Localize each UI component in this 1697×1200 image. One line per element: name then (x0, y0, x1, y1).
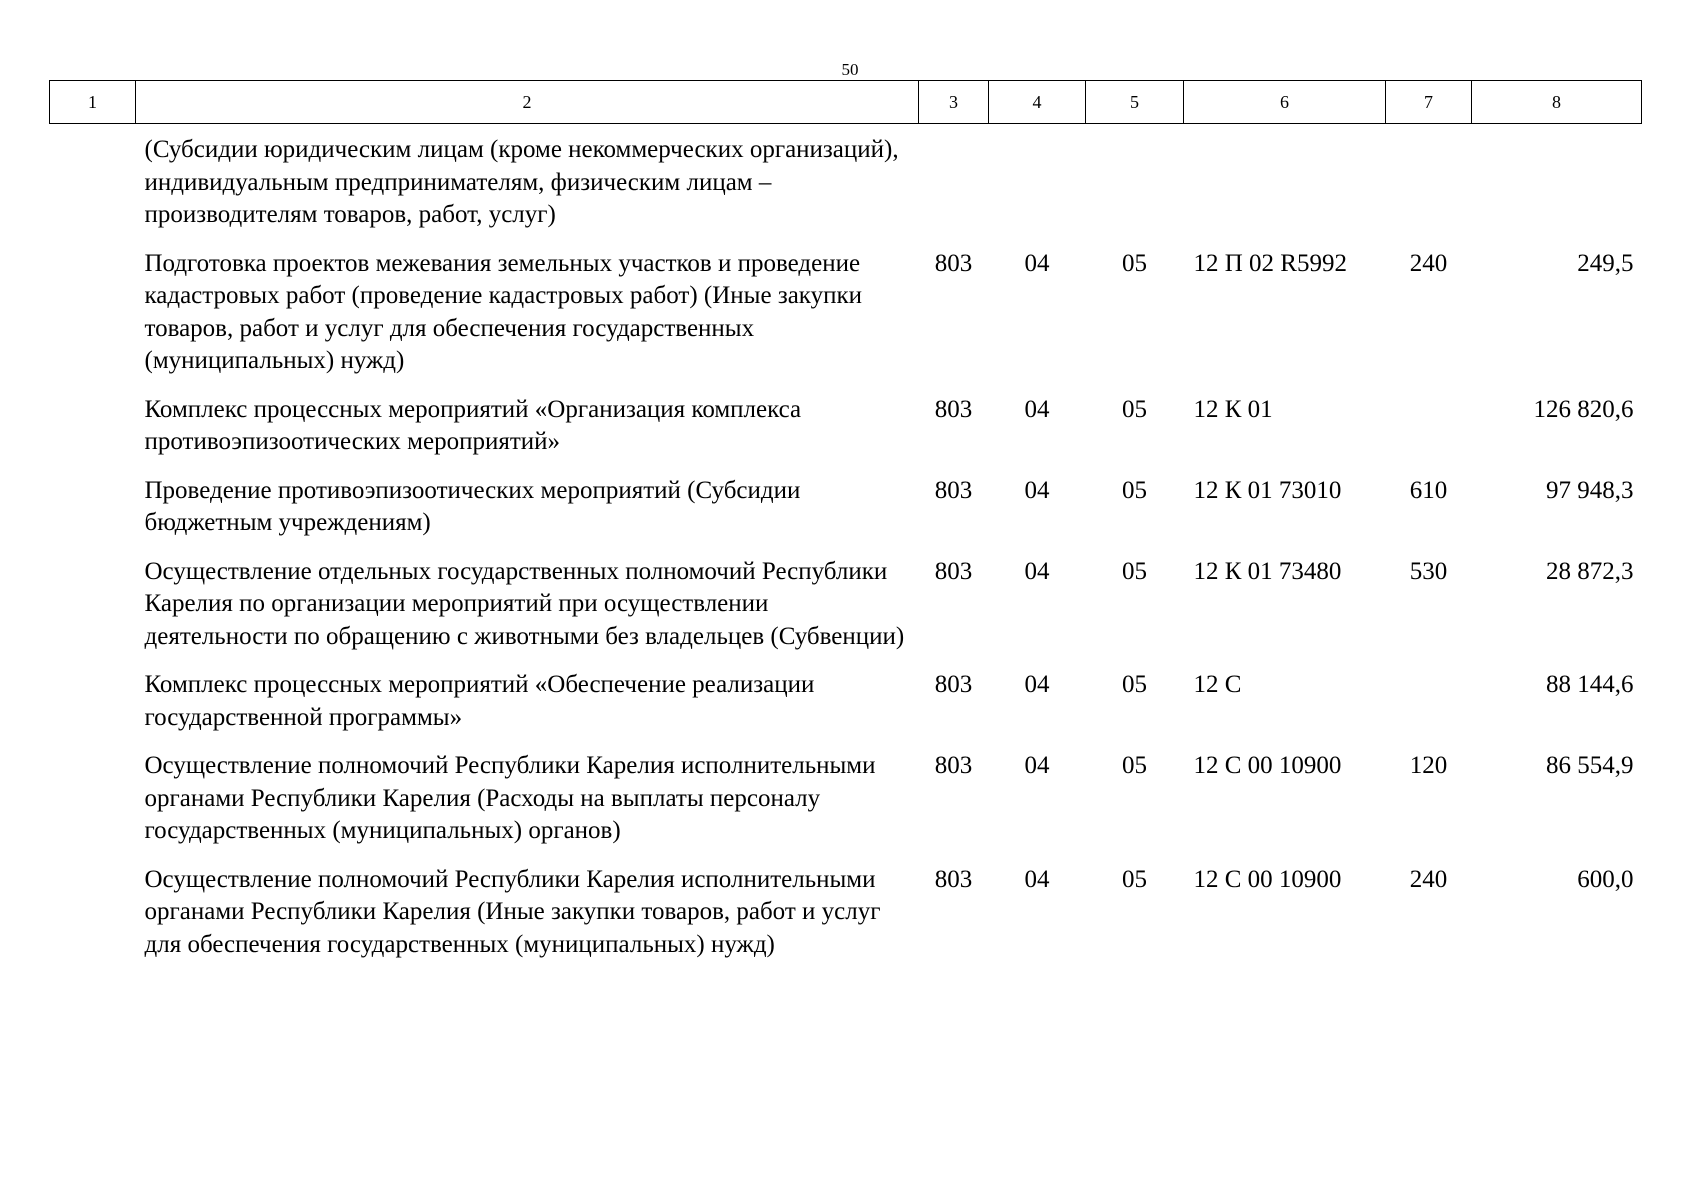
sum-value: 97 948,3 (1546, 476, 1634, 504)
column-header-5: 5 (1086, 81, 1184, 124)
target-code: 12 П 02 R5992 (1193, 249, 1347, 277)
expense-name: Подготовка проектов межевания земельных участков и проведение кадастровых работ (проведение кадастровых работ) (Иные закупки товаров, работ и услуг для обеспечения государственных (муниципальных) нужд) (144, 249, 862, 374)
target-code: 12 С 00 10900 (1193, 865, 1342, 893)
expense-type-code (1386, 394, 1472, 475)
table-row (50, 475, 1642, 556)
expense-type-code: 610 (1409, 476, 1448, 504)
sum-value: 600,0 (1577, 865, 1634, 893)
ministry-code: 803 (934, 865, 973, 893)
budget-table (49, 80, 1642, 977)
table-row (50, 394, 1642, 475)
column-header-2: 2 (136, 81, 919, 124)
ministry-code: 803 (934, 395, 973, 423)
table-row (50, 556, 1642, 670)
table-row (50, 750, 1642, 864)
subsection-code: 05 (1122, 865, 1147, 893)
table-header-row (50, 81, 1642, 124)
subsection-code: 05 (1122, 752, 1147, 779)
column-header-8: 8 (1472, 81, 1642, 124)
expense-name: Проведение противоэпизоотических мероприятий (Субсидии бюджетным учреждениям) (144, 476, 801, 536)
expense-type-code: 240 (1409, 865, 1448, 893)
section-code (989, 124, 1086, 248)
table-row (50, 669, 1642, 750)
expense-name: Комплекс процессных мероприятий «Обеспечение реализации государственной программы» (144, 671, 815, 731)
ministry-code: 803 (934, 671, 973, 698)
column-header-6: 6 (1184, 81, 1386, 124)
expense-type-code: 240 (1409, 249, 1448, 277)
target-code: 12 С 00 10900 (1193, 752, 1342, 779)
page-number: 50 (841, 60, 859, 79)
column-header-4: 4 (989, 81, 1086, 124)
table-row (50, 124, 1642, 248)
expense-type-code: 530 (1409, 557, 1448, 585)
sum-value: 88 144,6 (1546, 671, 1634, 698)
section-code: 04 (1024, 557, 1050, 585)
ministry-code: 803 (934, 752, 973, 779)
sum-value (1472, 124, 1642, 248)
section-code: 04 (1024, 865, 1050, 893)
sum-value: 249,5 (1577, 249, 1634, 277)
sum-value: 28 872,3 (1546, 557, 1634, 585)
expense-name: (Субсидии юридическим лицам (кроме некоммерческих организаций), индивидуальным предпринимателям, физическим лицам – производителям товаров, работ, услуг) (144, 136, 899, 228)
target-code (1184, 124, 1386, 248)
subsection-code: 05 (1122, 476, 1147, 504)
expense-type-code (1386, 124, 1472, 248)
ministry-code: 803 (934, 249, 973, 277)
target-code: 12 К 01 (1193, 395, 1273, 423)
column-header-3: 3 (919, 81, 989, 124)
expense-name: Осуществление полномочий Республики Карелия исполнительными органами Республики Карелия (Иные закупки товаров, работ и услуг для обеспечения государственных (муниципальных) нужд) (144, 865, 881, 958)
target-code: 12 С (1193, 671, 1242, 698)
expense-name: Осуществление полномочий Республики Карелия исполнительными органами Республики Карелия (Расходы на выплаты персоналу государственных (муниципальных) органов) (144, 752, 876, 844)
target-code: 12 К 01 73010 (1193, 476, 1342, 504)
subsection-code: 05 (1122, 671, 1147, 698)
ministry-code (919, 124, 989, 248)
expense-name: Комплекс процессных мероприятий «Организация комплекса противоэпизоотических мероприятий» (144, 395, 802, 455)
section-code: 04 (1024, 671, 1050, 698)
expense-type-code: 120 (1409, 752, 1448, 779)
ministry-code: 803 (934, 557, 973, 585)
subsection-code: 05 (1122, 395, 1147, 423)
expense-type-code (1386, 669, 1472, 750)
section-code: 04 (1024, 249, 1050, 277)
target-code: 12 К 01 73480 (1193, 557, 1342, 585)
subsection-code: 05 (1122, 557, 1147, 585)
sum-value: 86 554,9 (1546, 752, 1634, 779)
column-header-7: 7 (1386, 81, 1472, 124)
subsection-code (1086, 124, 1184, 248)
sum-value: 126 820,6 (1533, 395, 1634, 423)
table-row (50, 864, 1642, 978)
expense-name: Осуществление отдельных государственных полномочий Республики Карелия по организации мероприятий при осуществлении деятельности по обращению с животными без владельцев (Субвенции) (144, 557, 905, 650)
section-code: 04 (1024, 476, 1050, 504)
subsection-code: 05 (1122, 249, 1147, 277)
section-code: 04 (1024, 752, 1050, 779)
section-code: 04 (1024, 395, 1050, 423)
table-row (50, 248, 1642, 394)
ministry-code: 803 (934, 476, 973, 504)
column-header-1: 1 (50, 81, 136, 124)
